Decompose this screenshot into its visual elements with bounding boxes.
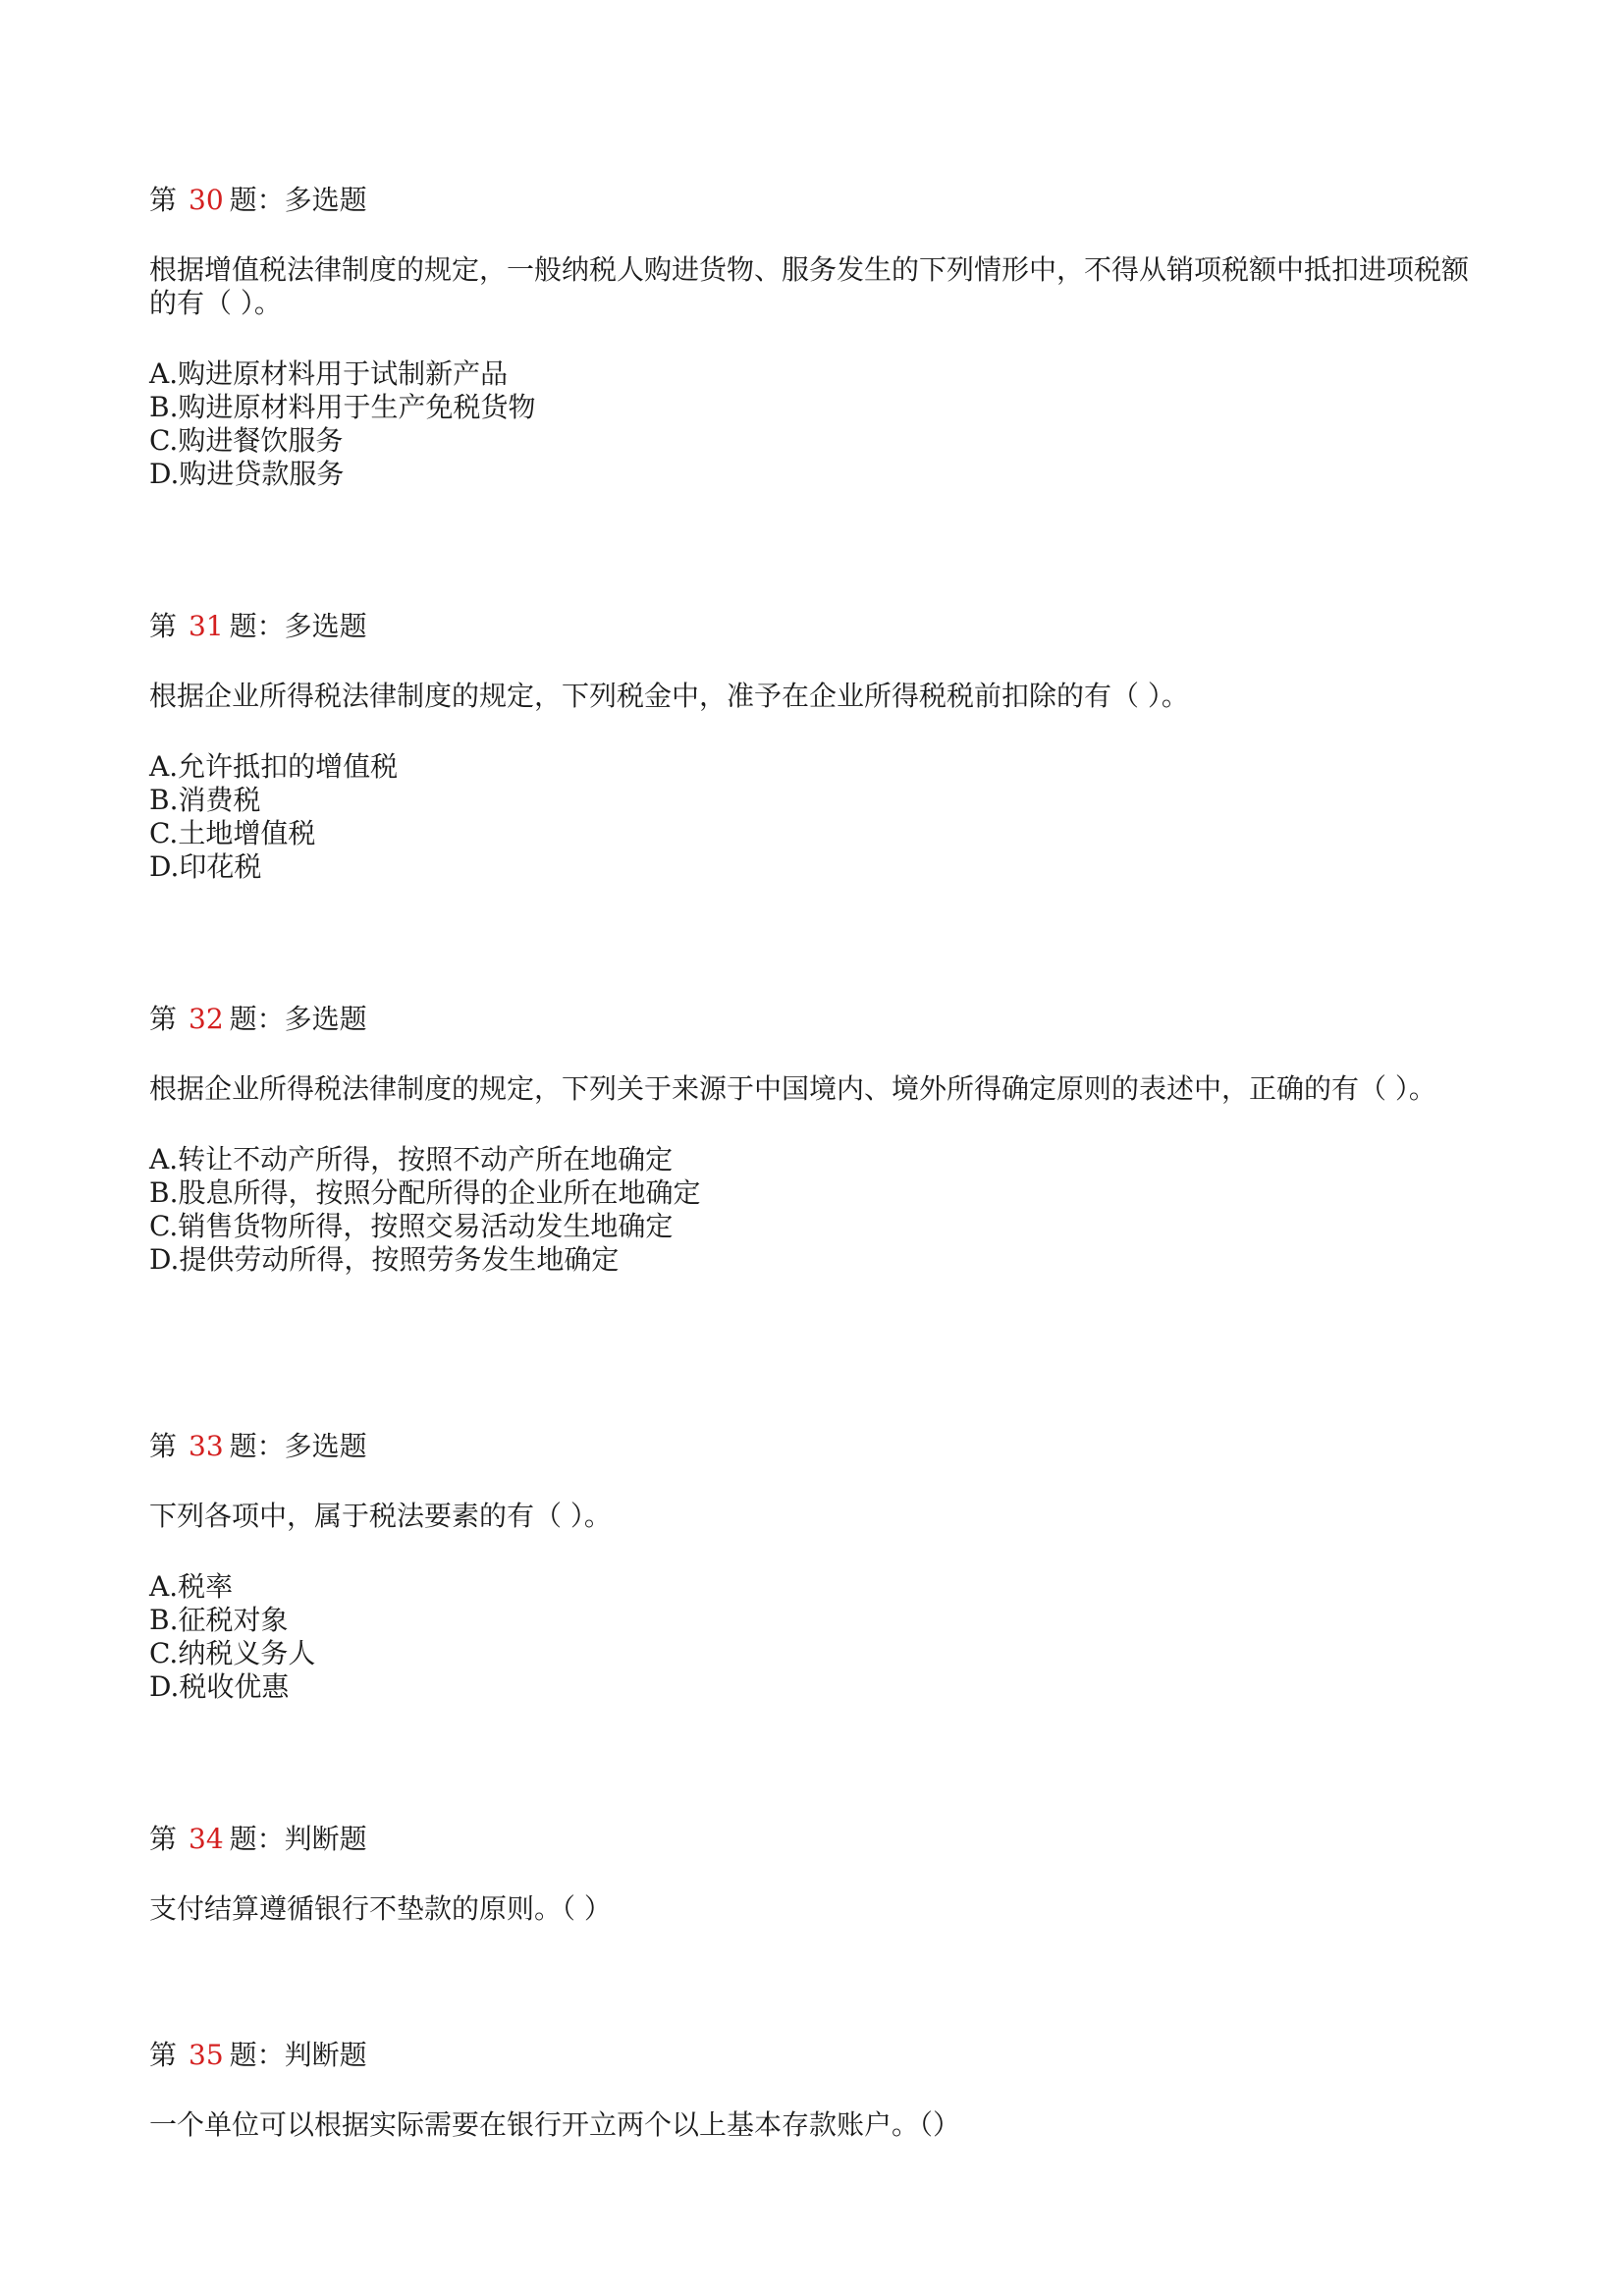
question-type: 多选题 — [284, 610, 367, 642]
question-stem: 根据增值税法律制度的规定，一般纳税人购进货物、服务发生的下列情形中，不得从销项税额中抵扣进项税额的有（ ）。 — [149, 253, 1470, 319]
question-stem: 一个单位可以根据实际需要在银行开立两个以上基本存款账户。（） — [149, 2108, 961, 2141]
question-number: 33 — [189, 1430, 224, 1462]
question-header — [149, 183, 1485, 218]
question-type: 判断题 — [284, 1823, 367, 1855]
question-type: 多选题 — [284, 1430, 367, 1462]
option-a: A.税率 — [149, 1570, 234, 1603]
option-c: C.纳税义务人 — [149, 1637, 316, 1669]
question-suffix: 题： — [229, 1003, 285, 1035]
question-header — [149, 1429, 1485, 1464]
question-number: 32 — [189, 1003, 224, 1035]
question-suffix: 题： — [229, 1430, 285, 1462]
question-header — [149, 2038, 1485, 2073]
question-header — [149, 1822, 1485, 1857]
question-type: 判断题 — [284, 2039, 367, 2071]
option-a: A.转让不动产所得，按照不动产所在地确定 — [149, 1143, 674, 1175]
option-b: B.购进原材料用于生产免税货物 — [149, 391, 536, 423]
question-number: 34 — [189, 1823, 224, 1855]
option-c: C.土地增值税 — [149, 817, 316, 849]
question-prefix: 第 — [149, 1003, 178, 1035]
option-a: A.购进原材料用于试制新产品 — [149, 357, 509, 390]
question-suffix: 题： — [229, 610, 285, 642]
question-header — [149, 1002, 1485, 1037]
question-suffix: 题： — [229, 2039, 285, 2071]
question-stem: 支付结算遵循银行不垫款的原则。（ ） — [149, 1892, 612, 1925]
option-list — [149, 357, 1485, 491]
option-b: B.股息所得，按照分配所得的企业所在地确定 — [149, 1176, 701, 1209]
question-35 — [149, 2038, 1485, 2142]
question-33 — [149, 1429, 1485, 1704]
question-stem: 下列各项中，属于税法要素的有（ ）。 — [149, 1500, 612, 1532]
question-number: 31 — [189, 610, 224, 642]
question-stem: 根据企业所得税法律制度的规定，下列税金中，准予在企业所得税税前扣除的有（ ）。 — [149, 680, 1189, 712]
option-d: D.提供劳动所得，按照劳务发生地确定 — [149, 1243, 620, 1276]
question-number: 30 — [189, 184, 224, 216]
question-type: 多选题 — [284, 1003, 367, 1035]
question-prefix: 第 — [149, 610, 178, 642]
question-suffix: 题： — [229, 1823, 285, 1855]
question-stem: 根据企业所得税法律制度的规定，下列关于来源于中国境内、境外所得确定原则的表述中，正确的有（ ）。 — [149, 1072, 1436, 1105]
option-b: B.消费税 — [149, 784, 261, 816]
question-prefix: 第 — [149, 1823, 178, 1855]
option-list — [149, 750, 1485, 884]
option-b: B.征税对象 — [149, 1604, 289, 1636]
option-a: A.允许抵扣的增值税 — [149, 750, 399, 783]
option-list — [149, 1570, 1485, 1704]
option-c: C.销售货物所得，按照交易活动发生地确定 — [149, 1210, 674, 1242]
option-c: C.购进餐饮服务 — [149, 424, 344, 457]
option-d: D.税收优惠 — [149, 1670, 290, 1703]
question-header — [149, 609, 1485, 644]
question-prefix: 第 — [149, 1430, 178, 1462]
option-d: D.购进贷款服务 — [149, 458, 345, 490]
question-type: 多选题 — [284, 184, 367, 216]
question-prefix: 第 — [149, 2039, 178, 2071]
question-30 — [149, 183, 1485, 491]
option-list — [149, 1143, 1485, 1277]
question-prefix: 第 — [149, 184, 178, 216]
question-number: 35 — [189, 2039, 224, 2071]
option-d: D.印花税 — [149, 850, 262, 883]
question-suffix: 题： — [229, 184, 285, 216]
question-32 — [149, 1002, 1485, 1277]
question-31 — [149, 609, 1485, 884]
question-34 — [149, 1822, 1485, 1926]
